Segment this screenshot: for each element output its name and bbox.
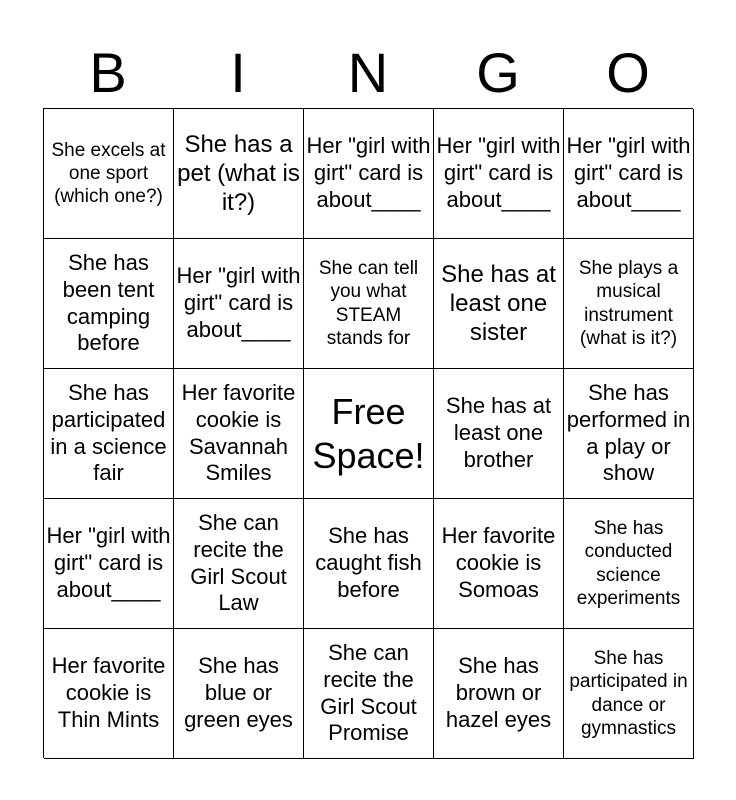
cell-text: She excels at one sport (which one?) (51, 139, 166, 208)
bingo-cell[interactable] (44, 369, 174, 499)
cell-text: She has at least one sister (441, 260, 556, 347)
bingo-cell[interactable] (174, 109, 304, 239)
bingo-cell[interactable] (44, 629, 174, 759)
bingo-cell[interactable] (44, 239, 174, 369)
cell-text: She has caught fish before (315, 523, 422, 602)
free-space-text: Free Space! (312, 390, 425, 476)
bingo-cell[interactable] (564, 499, 694, 629)
cell-text: Her "girl with girt" card is about____ (176, 263, 301, 342)
bingo-cell[interactable] (564, 369, 694, 499)
free-space-cell[interactable] (304, 369, 434, 499)
cell-text: She has at least one brother (445, 393, 552, 472)
cell-text: She can tell you what STEAM stands for (318, 258, 419, 349)
cell-text: She has participated in a science fair (50, 379, 167, 486)
cell-text: She has been tent camping before (62, 249, 155, 356)
bingo-header (43, 38, 693, 108)
cell-text: Her "girl with girt" card is about____ (46, 523, 171, 602)
bingo-cell[interactable] (304, 499, 434, 629)
bingo-cell[interactable] (434, 629, 564, 759)
bingo-grid (43, 108, 693, 758)
cell-text: She can recite the Girl Scout Promise (320, 639, 417, 746)
bingo-cell[interactable] (174, 499, 304, 629)
bingo-cell[interactable] (564, 239, 694, 369)
header-letter-n: N (347, 41, 389, 104)
cell-text: She has performed in a play or show (566, 379, 691, 486)
header-letter-i: I (230, 41, 246, 104)
bingo-cell[interactable] (44, 109, 174, 239)
cell-text: She has a pet (what is it?) (177, 130, 300, 217)
cell-text: Her "girl with girt" card is about____ (306, 133, 431, 212)
bingo-cell[interactable] (304, 629, 434, 759)
bingo-cell[interactable] (304, 239, 434, 369)
cell-text: She has conducted science experiments (576, 518, 681, 609)
header-letter-o: O (606, 41, 650, 104)
cell-text: Her "girl with girt" card is about____ (566, 133, 691, 212)
cell-text: She has brown or hazel eyes (445, 653, 552, 732)
bingo-cell[interactable] (564, 109, 694, 239)
bingo-cell[interactable] (174, 369, 304, 499)
cell-text: Her favorite cookie is Savannah Smiles (181, 379, 296, 486)
cell-text: She plays a musical instrument (what is it?) (578, 258, 679, 349)
cell-text: Her favorite cookie is Thin Mints (51, 653, 166, 732)
bingo-cell[interactable] (434, 109, 564, 239)
header-letter-b: B (89, 41, 127, 104)
cell-text: She can recite the Girl Scout Law (190, 509, 287, 616)
bingo-cell[interactable] (174, 239, 304, 369)
cell-text: She has blue or green eyes (184, 653, 293, 732)
bingo-cell[interactable] (174, 629, 304, 759)
bingo-cell[interactable] (44, 499, 174, 629)
header-letter-g: G (476, 41, 520, 104)
bingo-cell[interactable] (564, 629, 694, 759)
bingo-cell[interactable] (434, 239, 564, 369)
cell-text: Her favorite cookie is Somoas (441, 523, 556, 602)
bingo-cell[interactable] (434, 369, 564, 499)
cell-text: Her "girl with girt" card is about____ (436, 133, 561, 212)
bingo-cell[interactable] (434, 499, 564, 629)
cell-text: She has participated in dance or gymnastics (569, 648, 688, 739)
bingo-cell[interactable] (304, 109, 434, 239)
